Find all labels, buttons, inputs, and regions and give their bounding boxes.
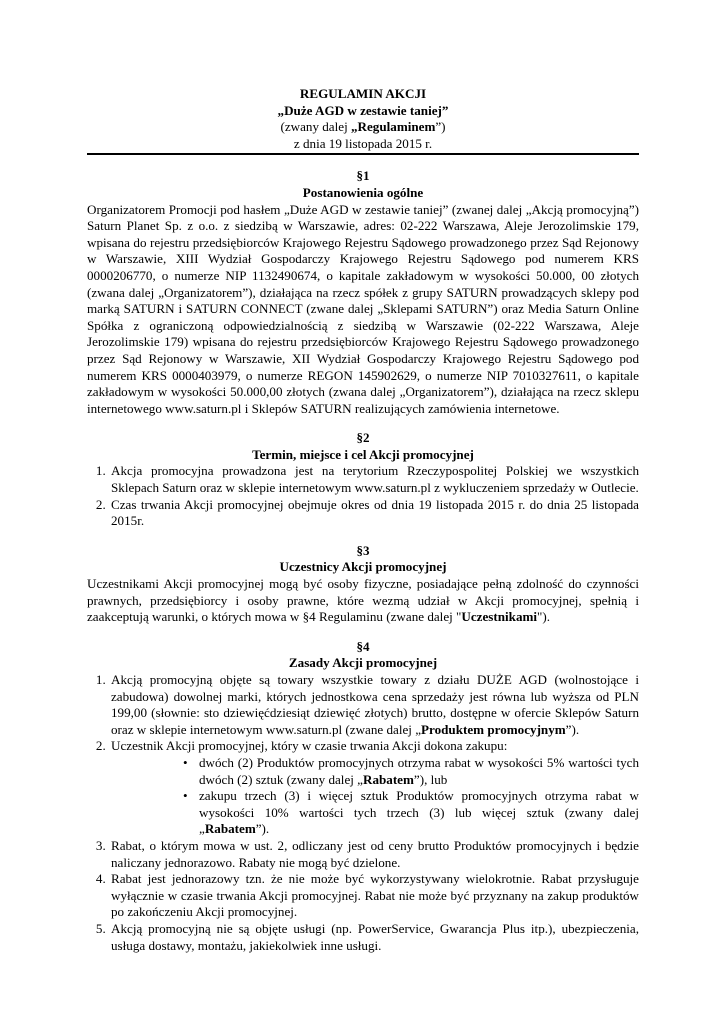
section-4 (87, 639, 639, 954)
text-part: Akcją promocyjną objęte są towary wszystkie towary z działu DUŻE AGD (wolnostojące i zabudowa) dowolnej marki, których jednostkowa cena sprzedaży jest równa lub wyższa od PLN 199,00 (słownie: sto dziewięćdziesiąt dziewięć złotych) brutto, dostępne w ofercie Sklepów Saturn oraz w sklepie internetowym www.saturn.pl (zwane dalej „ (111, 672, 639, 737)
title-divider (87, 153, 639, 155)
doc-date: z dnia 19 listopada 2015 r. (293, 135, 433, 151)
list-item: 4. Rabat jest jednorazowy tzn. że nie może być wykorzystywany wielokrotnie. Rabat przysługuje wyłącznie w czasie trwania Akcji promocyjnej. Rabat nie może być przyznany na zakup produktów po zakończeniu Akcji promocyjnej. (109, 871, 639, 921)
list-item: 3. Rabat, o którym mowa w ust. 2, odliczany jest od ceny brutto Produktów promocyjnych i będzie naliczany jednorazowo. Rabaty nie mogą być dzielone. (109, 838, 639, 871)
alias-post: ”) (435, 119, 446, 135)
bullet-list (111, 755, 639, 838)
section-heading: Postanowienia ogólne (302, 184, 424, 200)
section-text (87, 576, 639, 626)
list-item: 1. Akcja promocyjna prowadzona jest na terytorium Rzeczypospolitej Polskiej we wszystkich Sklepach Saturn oraz w sklepie internetowym www.saturn.pl z wykluczeniem sprzedaży w Outlecie. (109, 463, 639, 496)
section-list (87, 672, 639, 954)
doc-subtitle: „Duże AGD w zestawie taniej” (277, 102, 449, 118)
text-part: "). (537, 609, 551, 625)
text-part: ”). (255, 821, 270, 837)
section-list (87, 463, 639, 529)
bullet-item (197, 755, 639, 788)
document-page (87, 86, 639, 954)
defined-term: Rabatem (362, 771, 414, 787)
defined-term: Uczestnikami (461, 609, 538, 625)
text-part: dwóch (2) Produktów promocyjnych otrzyma rabat w wysokości 5% wartości tych dwóch (2) sztuk (zwany dalej „ (199, 754, 639, 787)
text-part: Uczestnikami Akcji promocyjnej mogą być osoby fizyczne, posiadające pełną zdolność do czynności prawnych, przedsiębiorcy i osoby prawne, które wezmą udział w Akcji promocyjnej, spełnią i zaakceptują warunki, o których mowa w §4 Regulaminu (zwane dalej " (87, 576, 639, 625)
doc-alias (87, 119, 639, 136)
list-item (109, 738, 639, 838)
section-number: §1 (356, 168, 370, 184)
text-part: Uczestnik Akcji promocyjnej, który w czasie trwania Akcji dokona zakupu: (111, 738, 508, 754)
section-1 (87, 168, 639, 417)
text-part: zakupu trzech (3) i więcej sztuk Produktów promocyjnych otrzyma rabat w wysokości 10% wartości tych trzech (3) lub więcej sztuk (zwany dalej „ (199, 788, 639, 837)
section-text: Organizatorem Promocji pod hasłem „Duże AGD w zestawie taniej” (zwanej dalej „Akcją promocyjną”) Saturn Planet Sp. z o.o. z siedzibą w Warszawie, adres: 02-222 Warszawa, Aleje Jerozolimskie 179, wpisana do rejestru przedsiębiorców Krajowego Rejestru Sądowego prowadzonego przez Sąd Rejonowy w Warszawie, XIII Wydział Gospodarczy Krajowego Rejestru Sądowego pod numerem KRS 0000206770, o numerze NIP 1132490674, o kapitale zakładowym w wysokości 50.000, 00 złotych (zwana dalej „Organizatorem”), działająca na rzecz spółek z grupy SATURN prowadzących sklepy pod marką SATURN i SATURN CONNECT (zwane dalej „Sklepami SATURN”) oraz Media Saturn Online Spółka z ograniczoną odpowiedzialnością z siedzibą w Warszawie (02-222 Warszawa, Aleje Jerozolimskie 179) wpisana do rejestru przedsiębiorców Krajowego Rejestru Sądowego prowadzonego przez Sąd Rejonowy w Warszawie, XII Wydział Gospodarczy Krajowego Rejestru Sądowego pod numerem KRS 0000403979, o numerze REGON 145902629, o numerze NIP 7010327611, o kapitale zakładowym w wysokości 50.000,00 złotych (zwana dalej „Organizatorem”), działająca na rzecz sklepu internetowego www.saturn.pl i Sklepów SATURN realizujących zamówienia internetowe. (87, 201, 639, 416)
defined-term: Rabatem (204, 821, 256, 837)
section-2 (87, 430, 639, 530)
alias-pre: (zwany dalej (280, 119, 351, 135)
section-3 (87, 543, 639, 626)
defined-term: Produktem promocyjnym (421, 721, 566, 737)
list-item (109, 672, 639, 738)
section-heading: Zasady Akcji promocyjnej (288, 655, 438, 671)
section-number: §3 (356, 542, 370, 558)
list-item: 5. Akcją promocyjną nie są objęte usługi (np. PowerService, Gwarancja Plus itp.), ubezpieczenia, usługa dostawy, montażu, jakiekolwiek inne usługi. (109, 921, 639, 954)
section-number: §4 (356, 638, 370, 654)
doc-title: REGULAMIN AKCJI (299, 86, 427, 101)
alias-bold: „Regulaminem (350, 119, 436, 135)
bullet-item (197, 788, 639, 838)
section-heading: Uczestnicy Akcji promocyjnej (279, 559, 447, 575)
text-part: ”). (565, 721, 580, 737)
text-part: ”), lub (413, 771, 448, 787)
list-item: 2. Czas trwania Akcji promocyjnej obejmuje okres od dnia 19 listopada 2015 r. do dnia 25 listopada 2015r. (109, 497, 639, 530)
section-heading: Termin, miejsce i cel Akcji promocyjnej (252, 446, 474, 462)
section-number: §2 (356, 430, 370, 446)
